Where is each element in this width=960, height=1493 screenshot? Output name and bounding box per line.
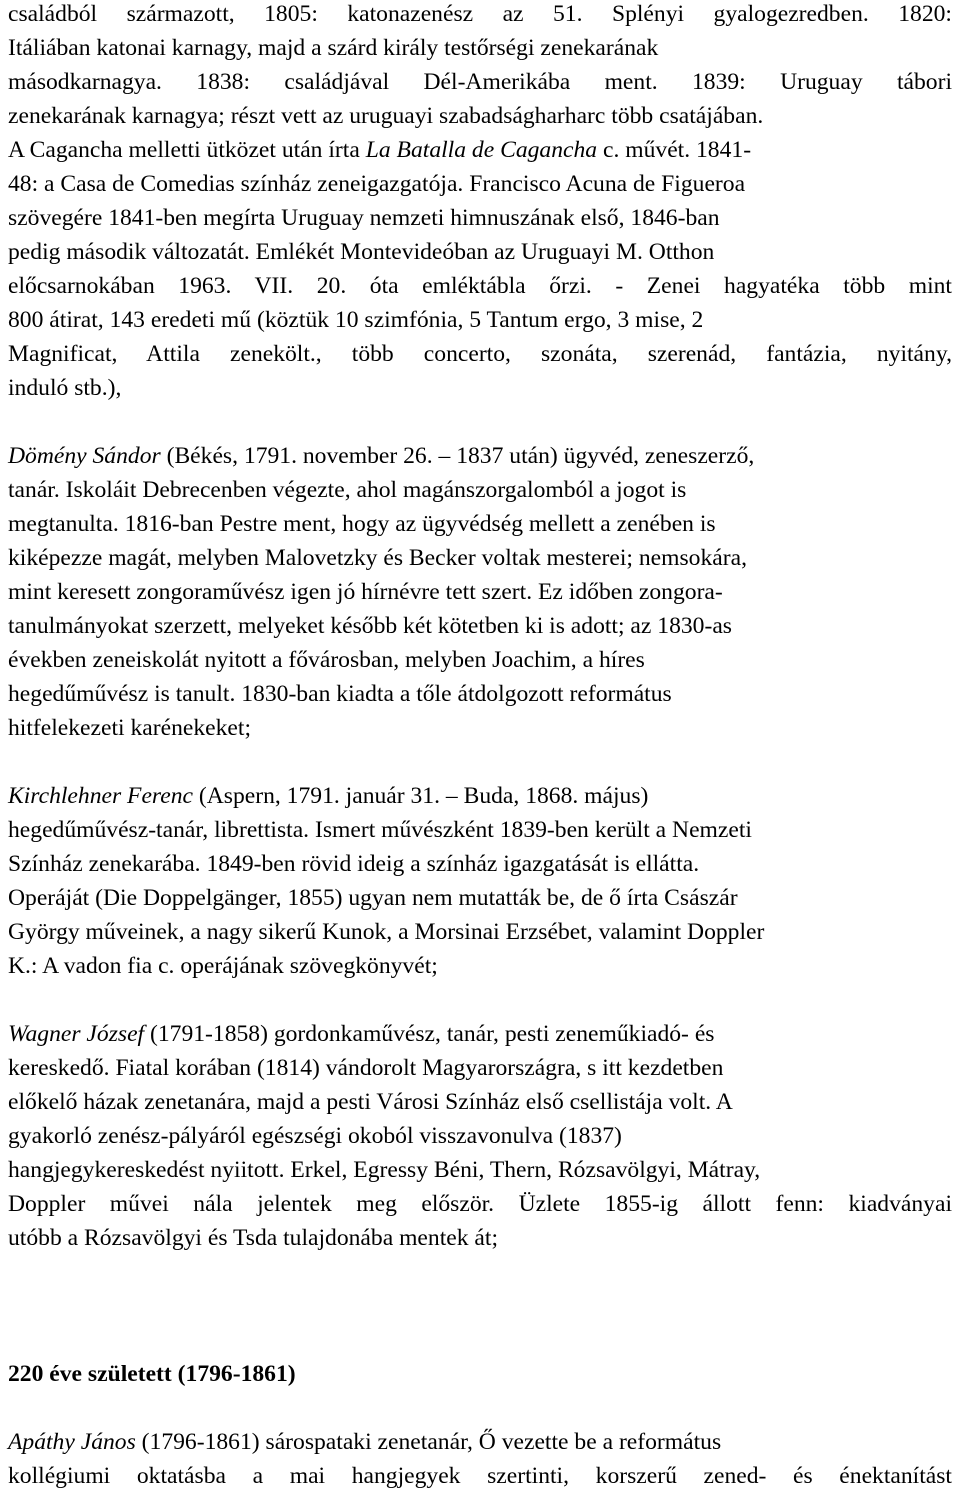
spacer	[8, 405, 958, 439]
text-line: hitfelekezeti karénekeket;	[8, 715, 251, 741]
text-line: előcsarnokában 1963. VII. 20. óta emléktábla őrzi. - Zenei hagyatéka több mint	[8, 273, 952, 299]
text-segment: (1791-1858) gordonkaművész, tanár, pesti zeneműkiadó- és	[144, 1021, 715, 1047]
text-line: mint keresett zongoraművész igen jó hírnévre tett szert. Ez időben zongora-	[8, 579, 723, 605]
text-line: Magnificat, Attila zenekölt., több concerto, szonáta, szerenád, fantázia, nyitány,	[8, 341, 952, 367]
text-line: Itáliában katonai karnagy, majd a szárd király testőrségi zenekarának	[8, 35, 659, 61]
text-line: megtanulta. 1816-ban Pestre ment, hogy az ügyvédség mellett a zenében is	[8, 511, 716, 537]
text-line	[8, 133, 958, 167]
text-line: hegedűművész is tanult. 1830-ban kiadta a tőle átdolgozott református	[8, 681, 672, 707]
spacer	[8, 1391, 958, 1425]
text-line: pedig második változatát. Emlékét Montevideóban az Uruguayi M. Otthon	[8, 239, 715, 265]
text-line: gyakorló zenész-pályáról egészségi okoból visszavonulva (1837)	[8, 1123, 622, 1149]
text-line: családból származott, 1805: katonazenész az 51. Splényi gyalogezredben. 1820:	[8, 1, 952, 27]
person-name: Apáthy János	[8, 1429, 136, 1455]
text-line: K.: A vadon fia c. operájának szövegkönyvét;	[8, 953, 438, 979]
text-line: tanulmányokat szerzett, melyeket később két kötetben ki is adott; az 1830-as	[8, 613, 732, 639]
text-line	[8, 1017, 958, 1051]
text-line: években zeneiskolát nyitott a fővárosban, melyben Joachim, a híres	[8, 647, 645, 673]
text-line: Doppler művei nála jelentek meg először. Üzlete 1855-ig állott fenn: kiadványai	[8, 1191, 952, 1217]
person-name: Kirchlehner Ferenc	[8, 783, 193, 809]
text-line: kollégiumi oktatásba a mai hangjegyek szertinti, korszerű zened- és énektanítást	[8, 1463, 952, 1489]
text-line: zenekarának karnagya; részt vett az uruguayi szabadságharharc több csatájában.	[8, 103, 764, 129]
section-heading: 220 éve született (1796-1861)	[8, 1361, 296, 1387]
text-line: induló stb.),	[8, 375, 122, 401]
document-page	[8, 0, 958, 1493]
paragraph-domeny	[8, 439, 958, 745]
paragraph-wagner	[8, 1017, 958, 1255]
text-segment: (1796-1861) sárospataki zenetanár, Ő vezette be a református	[135, 1429, 722, 1455]
text-line: 48: a Casa de Comedias színház zeneigazgatója. Francisco Acuna de Figueroa	[8, 171, 746, 197]
text-line: tanár. Iskoláit Debrecenben végezte, ahol magánszorgalomból a jogot is	[8, 477, 687, 503]
text-line: Operáját (Die Doppelgänger, 1855) ugyan nem mutatták be, de ő írta Császár	[8, 885, 738, 911]
text-line	[8, 1425, 958, 1459]
text-segment: A Cagancha melletti ütközet után írta	[8, 137, 366, 163]
text-line: György műveinek, a nagy sikerű Kunok, a Morsinai Erzsébet, valamint Doppler	[8, 919, 765, 945]
text-line	[8, 779, 958, 813]
section-220-years	[8, 1357, 958, 1493]
text-line: szövegére 1841-ben megírta Uruguay nemzeti himnuszának első, 1846-ban	[8, 205, 720, 231]
text-line	[8, 439, 958, 473]
paragraph-kirchlehner	[8, 779, 958, 983]
spacer	[8, 1255, 958, 1357]
person-name: Wagner József	[8, 1021, 145, 1047]
text-line: 800 átirat, 143 eredeti mű (köztük 10 szimfónia, 5 Tantum ergo, 3 mise, 2	[8, 307, 704, 333]
text-segment: c. művét. 1841-	[597, 137, 752, 163]
spacer	[8, 745, 958, 779]
text-line: kereskedő. Fiatal korában (1814) vándorolt Magyarországra, s itt kezdetben	[8, 1055, 724, 1081]
text-line: másodkarnagya. 1838: családjával Dél-Amerikába ment. 1839: Uruguay tábori	[8, 69, 952, 95]
text-line: utóbb a Rózsavölgyi és Tsda tulajdonába mentek át;	[8, 1225, 498, 1251]
text-line: előkelő házak zenetanára, majd a pesti Városi Színház első csellistája volt. A	[8, 1089, 733, 1115]
spacer	[8, 983, 958, 1017]
person-name: Dömény Sándor	[8, 443, 161, 469]
text-segment: (Békés, 1791. november 26. – 1837 után) ügyvéd, zeneszerző,	[160, 443, 755, 469]
work-title: La Batalla de Cagancha	[365, 137, 598, 163]
text-line: hangjegykereskedést nyiitott. Erkel, Egressy Béni, Thern, Rózsavölgyi, Mátray,	[8, 1157, 761, 1183]
text-segment: (Aspern, 1791. január 31. – Buda, 1868. május)	[192, 783, 649, 809]
text-line: kiképezze magát, melyben Malovetzky és Becker voltak mesterei; nemsokára,	[8, 545, 747, 571]
text-line: hegedűművész-tanár, librettista. Ismert művészként 1839-ben került a Nemzeti	[8, 817, 752, 843]
text-line: Színház zenekarába. 1849-ben rövid ideig a színház igazgatását is ellátta.	[8, 851, 700, 877]
paragraph-1	[8, 0, 958, 405]
